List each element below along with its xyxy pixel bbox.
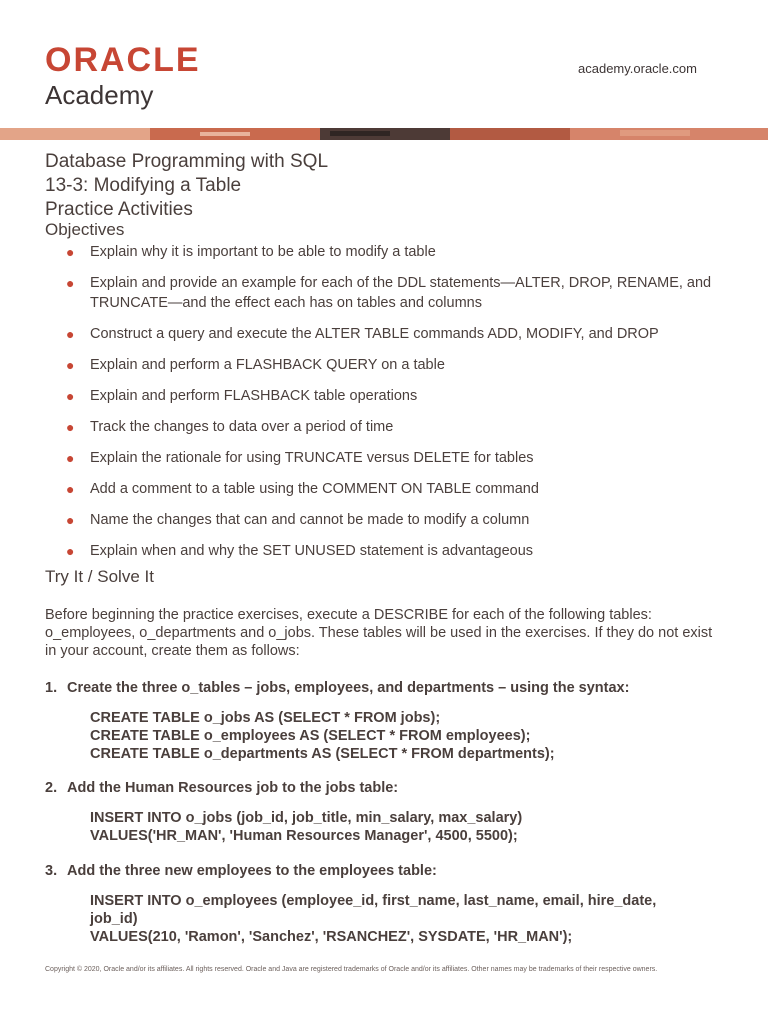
step-1 — [45, 679, 725, 763]
code-block — [90, 892, 725, 946]
code-line: CREATE TABLE o_jobs AS (SELECT * FROM jobs); — [90, 710, 441, 726]
code-block — [90, 709, 725, 763]
step-title: 2. Add the Human Resources job to the jobs table: — [45, 780, 399, 796]
step-2 — [45, 779, 725, 845]
code-line: VALUES(210, 'Ramon', 'Sanchez', 'RSANCHEZ', SYSDATE, 'HR_MAN'); — [90, 929, 573, 945]
site-url: academy.oracle.com — [578, 61, 697, 76]
code-line: INSERT INTO o_jobs (job_id, job_title, min_salary, max_salary) — [90, 810, 523, 826]
bullet-icon: ● — [66, 543, 75, 559]
list-item: ● Explain and perform a FLASHBACK QUERY on a table — [66, 357, 445, 373]
list-item: ● Explain and perform FLASHBACK table operations — [66, 388, 418, 404]
bullet-icon: ● — [66, 388, 75, 404]
logo-oracle-wordmark: ORACLE — [45, 41, 201, 79]
list-item: ● Explain when and why the SET UNUSED statement is advantageous — [66, 543, 534, 559]
bullet-icon: ● — [66, 512, 75, 528]
step-3 — [45, 862, 725, 946]
bullet-icon: ● — [66, 357, 75, 373]
step-number: 1. — [45, 680, 58, 696]
lesson-title: 13-3: Modifying a Table — [45, 175, 242, 196]
code-block — [90, 809, 725, 845]
list-item: ● Explain why it is important to be able to modify a table — [66, 244, 436, 260]
decorative-banner — [0, 128, 768, 140]
list-item: ● Explain the rationale for using TRUNCATE versus DELETE for tables — [66, 450, 534, 466]
bullet-icon: ● — [66, 326, 75, 342]
code-line: job_id) — [90, 911, 138, 927]
activity-type: Practice Activities — [45, 199, 193, 220]
bullet-icon: ● — [66, 450, 75, 466]
list-item: ● Track the changes to data over a period of time — [66, 419, 394, 435]
bullet-icon: ● — [66, 481, 75, 497]
course-title: Database Programming with SQL — [45, 151, 329, 172]
list-item: ● Construct a query and execute the ALTER TABLE commands ADD, MODIFY, and DROP — [66, 326, 659, 342]
try-it-heading: Try It / Solve It — [45, 567, 154, 586]
oracle-academy-logo — [45, 42, 201, 110]
code-line: VALUES('HR_MAN', 'Human Resources Manager', 4500, 5500); — [90, 828, 518, 844]
bullet-icon: ● — [66, 275, 75, 291]
code-line: CREATE TABLE o_employees AS (SELECT * FROM employees); — [90, 728, 531, 744]
bullet-icon: ● — [66, 244, 75, 260]
objectives-heading: Objectives — [45, 220, 125, 239]
code-line: INSERT INTO o_employees (employee_id, first_name, last_name, email, hire_date, — [90, 893, 657, 909]
list-item: ● Add a comment to a table using the COMMENT ON TABLE command — [66, 481, 539, 497]
logo-academy-text: Academy — [45, 80, 154, 110]
objectives-list — [66, 242, 726, 572]
intro-paragraph: Before beginning the practice exercises, execute a DESCRIBE for each of the following tables: o_employees, o_departments and o_jobs. These tables will be used in the exercises. If they do not exist in your account, create them as follows: — [45, 607, 713, 659]
step-title: 1. Create the three o_tables – jobs, employees, and departments – using the syntax: — [45, 680, 630, 696]
step-number: 3. — [45, 863, 58, 879]
code-line: CREATE TABLE o_departments AS (SELECT * FROM departments); — [90, 746, 555, 762]
document-title — [45, 150, 328, 222]
step-title: 3. Add the three new employees to the employees table: — [45, 863, 437, 879]
step-number: 2. — [45, 780, 58, 796]
bullet-icon: ● — [66, 419, 75, 435]
list-item: ● Explain and provide an example for each of the DDL statements—ALTER, DROP, RENAME, and TRUNCATE—and the effect each has on tables and columns — [66, 275, 712, 311]
copyright-footer: Copyright © 2020, Oracle and/or its affiliates. All rights reserved. Oracle and Java are registered trademarks of Oracle and/or its affiliates. Other names may be trademarks of their respective owners. — [45, 966, 658, 973]
list-item: ● Name the changes that can and cannot be made to modify a column — [66, 512, 530, 528]
